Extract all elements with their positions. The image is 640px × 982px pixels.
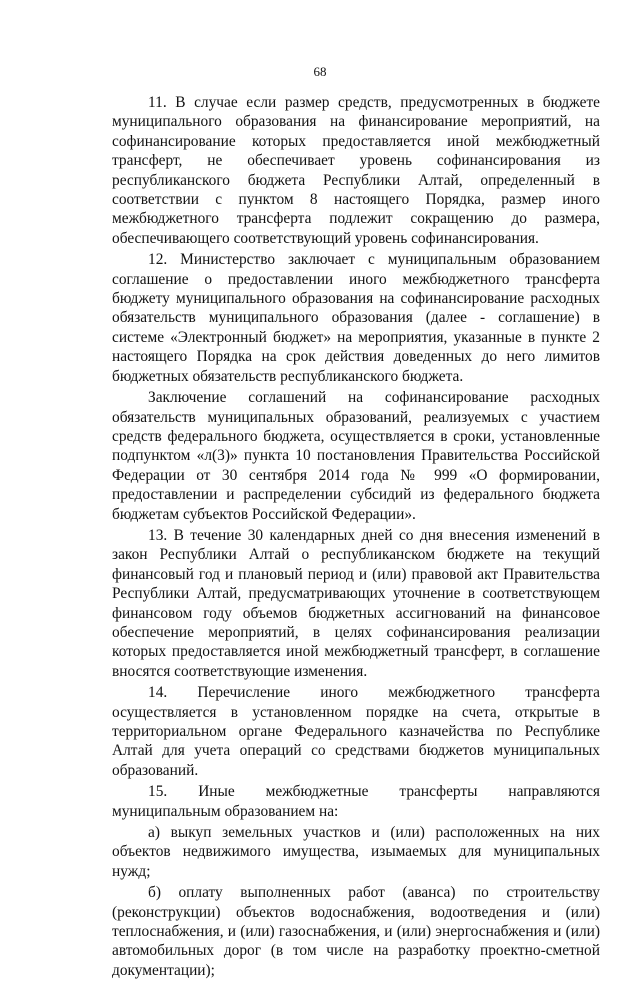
paragraph-14: 14. Перечисление иного межбюджетного трансферта осуществляется в установленном порядке на счета, открытые в территориальном органе Федерального казначейства по Республике Алтай для учета операций со средствами бюджетов муниципальных образований. [112,684,600,779]
paragraph-13: 13. В течение 30 календарных дней со дня внесения изменений в закон Республики Алтай о республиканском бюджете на текущий финансовый год и плановый период и (или) правовой акт Правительства Республики Алтай, предусматривающих уточнение в соответствующем финансовом году объемов бюджетных ассигнований на финансовое обеспечение мероприятий, в целях софинансирования реализации которых предоставляется иной межбюджетный трансферт, в соглашение вносятся соответствующие изменения. [112,526,600,680]
page-number: 68 [313,64,327,79]
paragraph-12: 12. Министерство заключает с муниципальным образованием соглашение о предоставлении иного межбюджетного трансферта бюджету муниципального образования на софинансирование расходных обязательств муниципального образования (далее - соглашение) в системе «Электронный бюджет» на мероприятия, указанные в пункте 2 настоящего Порядка на срок действия доведенных до него лимитов бюджетных обязательств республиканского бюджета. [112,251,600,385]
list-item-a: а) выкуп земельных участков и (или) расположенных на них объектов недвижимого имущества, изымаемых для муниципальных нужд; [112,824,600,880]
paragraph-11: 11. В случае если размер средств, предусмотренных в бюджете муниципального образования на финансирование мероприятий, на софинансирование которых предоставляется иной межбюджетный трансферт, не обеспечивает уровень софинансирования из республиканского бюджета Республики Алтай, определенный в соответствии с пунктом 8 настоящего Порядка, размер иного межбюджетного трансферта подлежит сокращению до размера, обеспечивающего соответствующий уровень софинансирования. [112,94,600,247]
paragraph-15: 15. Иные межбюджетные трансферты направляются муниципальным образованием на: [112,783,600,820]
paragraph-12-continuation: Заключение соглашений на софинансирование расходных обязательств муниципальных образований, реализуемых с участием средств федерального бюджета, осуществляется в сроки, установленные подпунктом «л(3)» пункта 10 постановления Правительства Российской Федерации от 30 сентября 2014 года № 999 «О формировании, предоставлении и распределении субсидий из федерального бюджета бюджетам субъектов Российской Федерации». [112,389,600,523]
list-item-b: б) оплату выполненных работ (аванса) по строительству (реконструкции) объектов водоснабжения, водоотведения и (или) теплоснабжения, и (или) газоснабжения, и (или) энергоснабжения и (или) автомобильных дорог (в том числе на разработку проектно-сметной документации); [112,884,600,979]
document-body [112,93,600,982]
